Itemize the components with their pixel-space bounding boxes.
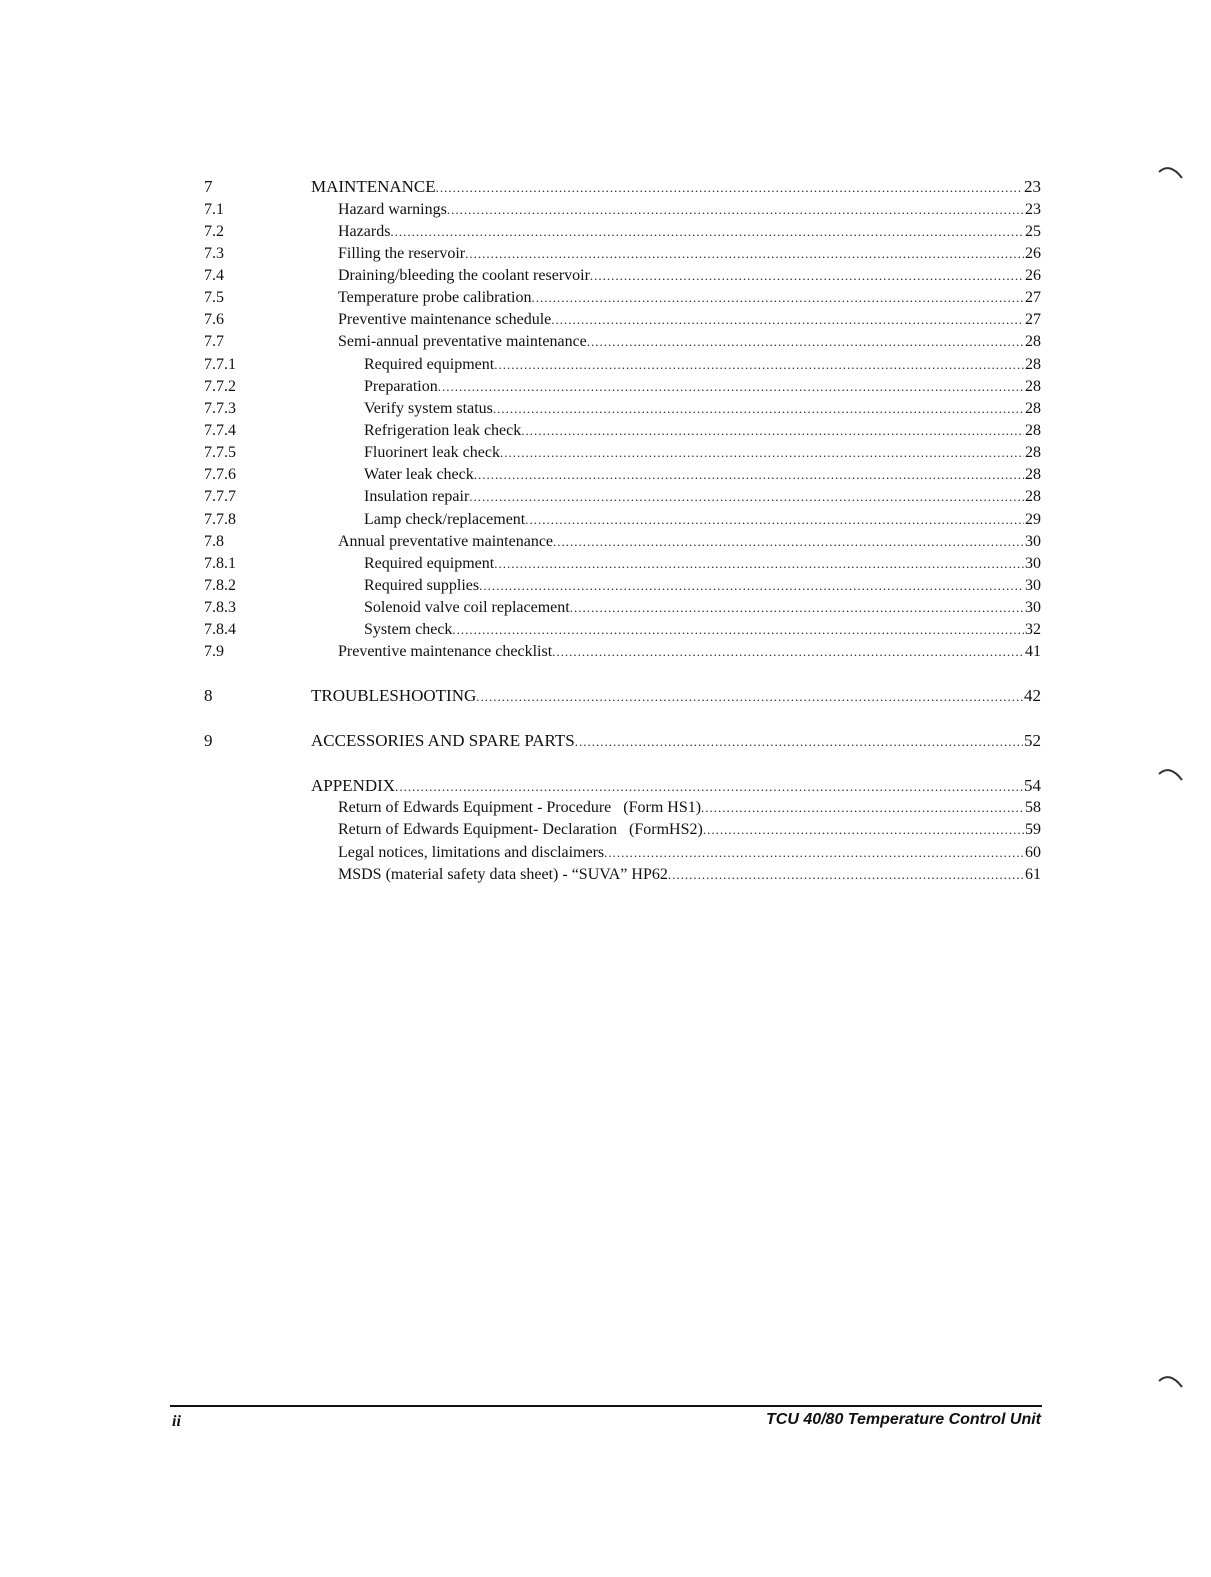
toc-row: [0, 199, 1211, 221]
toc-number: 7.7.1: [204, 356, 236, 373]
toc-page: 30: [1025, 533, 1041, 550]
toc-title: Hazard warnings: [338, 201, 447, 218]
toc-number: 7.8.1: [204, 555, 236, 572]
toc-page: 61: [1025, 866, 1041, 883]
toc-number: 7.8: [204, 533, 224, 550]
leader-dots: [551, 309, 1024, 331]
toc-page: 59: [1025, 821, 1041, 838]
toc-entry[interactable]: [364, 509, 1041, 531]
toc-entry[interactable]: [338, 819, 1041, 841]
leader-dots: [587, 331, 1024, 353]
toc-row: [0, 486, 1211, 508]
toc-entry[interactable]: [311, 685, 1041, 708]
document-title: TCU 40/80 Temperature Control Unit: [765, 1411, 1041, 1428]
toc-page: 28: [1025, 488, 1041, 505]
toc-page: 26: [1025, 245, 1041, 262]
toc-number: 7.1: [204, 201, 224, 218]
leader-dots: [701, 797, 1024, 819]
toc-entry[interactable]: [364, 619, 1041, 641]
toc-number: 7.8.2: [204, 577, 236, 594]
leader-dots: [500, 442, 1024, 464]
toc-row: [0, 819, 1211, 841]
toc-page: 27: [1025, 311, 1041, 328]
toc-entry[interactable]: [364, 597, 1041, 619]
toc-row: [0, 842, 1211, 864]
toc-title: System check: [364, 621, 453, 638]
toc-title: Semi-annual preventative maintenance: [338, 333, 587, 350]
toc-title: MAINTENANCE: [311, 177, 436, 196]
page-number: ii: [172, 1413, 181, 1430]
toc-number: 7.4: [204, 267, 224, 284]
toc-page: 42: [1024, 686, 1041, 705]
toc-page: 30: [1025, 555, 1041, 572]
toc-title: Fluorinert leak check: [364, 444, 500, 461]
toc-title: Annual preventative maintenance: [338, 533, 554, 550]
toc-number: 7.5: [204, 289, 224, 306]
toc-page: 28: [1025, 466, 1041, 483]
leader-dots: [465, 243, 1024, 265]
toc-page: 58: [1025, 799, 1041, 816]
toc-title: Preparation: [364, 378, 438, 395]
toc-number: 7.8.3: [204, 599, 236, 616]
toc-page: 32: [1025, 621, 1041, 638]
toc-page: 28: [1025, 333, 1041, 350]
toc-row: [0, 287, 1211, 309]
leader-dots: [452, 619, 1024, 641]
toc-row: [0, 775, 1211, 797]
toc-page: 26: [1025, 267, 1041, 284]
toc-row: [0, 685, 1211, 707]
toc-row: [0, 176, 1211, 198]
toc-row: [0, 553, 1211, 575]
leader-dots: [553, 531, 1024, 553]
toc-row: [0, 464, 1211, 486]
toc-page: 60: [1025, 844, 1041, 861]
leader-dots: [493, 398, 1024, 420]
toc-page: 28: [1025, 356, 1041, 373]
toc-row: [0, 442, 1211, 464]
toc-entry[interactable]: [311, 730, 1041, 753]
toc-entry[interactable]: [338, 199, 1041, 221]
leader-dots: [494, 354, 1024, 376]
toc-entry[interactable]: [338, 243, 1041, 265]
toc-entry[interactable]: [338, 331, 1041, 353]
toc-title: Required equipment: [364, 555, 495, 572]
binder-mark-icon: [1158, 164, 1184, 180]
toc-number: 7.8.4: [204, 621, 236, 638]
toc-title: Filling the reservoir: [338, 245, 466, 262]
toc-page: 28: [1025, 400, 1041, 417]
toc-page: 28: [1025, 444, 1041, 461]
toc-title: ACCESSORIES AND SPARE PARTS: [311, 731, 575, 750]
leader-dots: [479, 575, 1024, 597]
toc-row: [0, 575, 1211, 597]
toc-number: 7.7.4: [204, 422, 236, 439]
toc-entry[interactable]: [364, 575, 1041, 597]
toc-entry[interactable]: [311, 775, 1041, 798]
toc-entry[interactable]: [338, 842, 1041, 864]
toc-entry[interactable]: [338, 864, 1041, 886]
toc-number: 7.7.3: [204, 400, 236, 417]
toc-entry[interactable]: [364, 354, 1041, 376]
toc-title: Refrigeration leak check: [364, 422, 522, 439]
toc-number: 7.7.2: [204, 378, 236, 395]
toc-title: Verify system status: [364, 400, 493, 417]
toc-row: [0, 619, 1211, 641]
toc-number: 7.9: [204, 643, 224, 660]
toc-row: [0, 531, 1211, 553]
toc-row: [0, 331, 1211, 353]
toc-page: 27: [1025, 289, 1041, 306]
toc-row: [0, 354, 1211, 376]
toc-title: MSDS (material safety data sheet) - “SUVA” HP62: [338, 866, 668, 883]
leader-dots: [395, 776, 1023, 798]
toc-entry[interactable]: [338, 287, 1041, 309]
toc-row: [0, 797, 1211, 819]
toc-page: 52: [1024, 731, 1041, 750]
toc-entry[interactable]: [338, 309, 1041, 331]
toc-title: Required supplies: [364, 577, 480, 594]
leader-dots: [436, 177, 1023, 199]
toc-title: Return of Edwards Equipment - Procedure (Form HS1): [338, 799, 702, 816]
toc-page: 28: [1025, 422, 1041, 439]
toc-title: APPENDIX: [311, 776, 396, 795]
toc-row: [0, 376, 1211, 398]
leader-dots: [604, 842, 1024, 864]
leader-dots: [494, 553, 1024, 575]
leader-dots: [531, 287, 1024, 309]
toc-title: TROUBLESHOOTING: [311, 686, 477, 705]
toc-entry[interactable]: [338, 641, 1041, 663]
toc-entry[interactable]: [364, 553, 1041, 575]
toc-number: 7.7.7: [204, 488, 236, 505]
toc-number: 7.7.8: [204, 511, 236, 528]
toc-row: [0, 641, 1211, 663]
binder-mark-icon: [1158, 766, 1184, 782]
toc-title: Solenoid valve coil replacement: [364, 599, 570, 616]
toc-row: [0, 420, 1211, 442]
toc-row: [0, 864, 1211, 886]
toc-page: 23: [1024, 177, 1041, 196]
toc-page: 25: [1025, 223, 1041, 240]
toc-number: 7.6: [204, 311, 224, 328]
toc-number: 7: [204, 177, 213, 196]
leader-dots: [521, 420, 1024, 442]
toc-entry[interactable]: [364, 398, 1041, 420]
toc-entry[interactable]: [364, 420, 1041, 442]
leader-dots: [476, 686, 1023, 708]
leader-dots: [469, 486, 1024, 508]
toc-entry[interactable]: [338, 265, 1041, 287]
toc-entry[interactable]: [364, 464, 1041, 486]
leader-dots: [668, 864, 1024, 886]
toc-number: 9: [204, 731, 213, 750]
leader-dots: [703, 819, 1024, 841]
toc-entry[interactable]: [338, 797, 1041, 819]
leader-dots: [570, 597, 1024, 619]
toc-entry[interactable]: [364, 442, 1041, 464]
toc-title: Insulation repair: [364, 488, 470, 505]
toc-number: 7.7: [204, 333, 224, 350]
toc-number: 7.2: [204, 223, 224, 240]
toc-title: Draining/bleeding the coolant reservoir: [338, 267, 590, 284]
toc-title: Return of Edwards Equipment- Declaration (FormHS2): [338, 821, 703, 838]
toc-entry[interactable]: [338, 221, 1041, 243]
toc-page: 29: [1025, 511, 1041, 528]
binder-mark-icon: [1158, 1373, 1184, 1389]
toc-title: Preventive maintenance schedule: [338, 311, 552, 328]
leader-dots: [552, 641, 1024, 663]
toc-page: 30: [1025, 599, 1041, 616]
toc-number: 8: [204, 686, 213, 705]
toc-page: 41: [1025, 643, 1041, 660]
leader-dots: [474, 464, 1024, 486]
toc-row: [0, 309, 1211, 331]
leader-dots: [525, 509, 1024, 531]
toc-page: 23: [1025, 201, 1041, 218]
toc-number: 7.7.6: [204, 466, 236, 483]
toc-title: Water leak check: [364, 466, 474, 483]
leader-dots: [575, 731, 1023, 753]
toc-number: 7.7.5: [204, 444, 236, 461]
toc-row: [0, 265, 1211, 287]
toc-row: [0, 730, 1211, 752]
toc-row: [0, 398, 1211, 420]
leader-dots: [390, 221, 1024, 243]
toc-row: [0, 597, 1211, 619]
footer-divider: [170, 1405, 1042, 1407]
toc-page: 54: [1024, 776, 1041, 795]
leader-dots: [438, 376, 1024, 398]
toc-row: [0, 243, 1211, 265]
toc-title: Required equipment: [364, 356, 495, 373]
toc-title: Legal notices, limitations and disclaimers: [338, 844, 605, 861]
toc-page: 30: [1025, 577, 1041, 594]
toc-row: [0, 509, 1211, 531]
toc-title: Preventive maintenance checklist: [338, 643, 553, 660]
toc-title: Temperature probe calibration: [338, 289, 532, 306]
leader-dots: [590, 265, 1024, 287]
toc-title: Hazards: [338, 223, 391, 240]
toc-entry[interactable]: [338, 531, 1041, 553]
toc-row: [0, 221, 1211, 243]
toc-title: Lamp check/replacement: [364, 511, 526, 528]
leader-dots: [447, 199, 1024, 221]
toc-number: 7.3: [204, 245, 224, 262]
toc-page: 28: [1025, 378, 1041, 395]
toc-entry[interactable]: [364, 376, 1041, 398]
toc-entry[interactable]: [311, 176, 1041, 199]
toc-entry[interactable]: [364, 486, 1041, 508]
